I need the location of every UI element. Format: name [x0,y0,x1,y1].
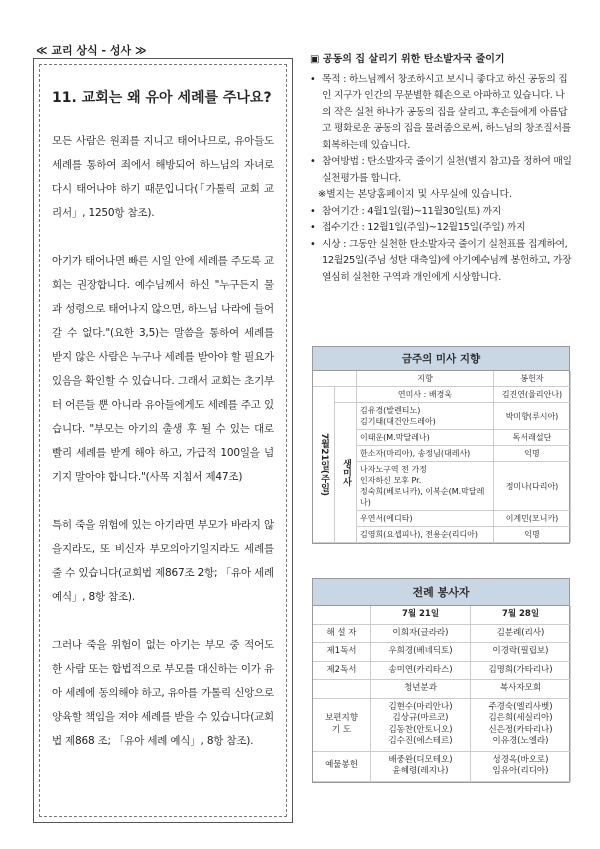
reception-text: 접수기간 : 12월1일(주일)~12월15일(주일) 까지 [322,222,526,233]
mass-type: 생미사 [335,403,357,543]
mass-row: 이태운(M.막달레나) [357,430,494,446]
service-cell: 청년분과 [371,680,471,699]
service-cell: 주경숙(엘리사벳) 김은희(세실리아) 신은정(카타리나) 이유경(노엘라) [471,699,571,752]
mass-row: 김영희(요셉피나), 전용순(리디아) [357,527,494,543]
service-cell: 김분례(리사) [471,625,571,644]
mass-intention-table [312,346,570,544]
service-role: 예물봉헌 [313,752,371,782]
question-title: 11. 교회는 왜 유아 세례를 주나요? [52,90,272,106]
mass-row-offerer: 독서래설단 [494,430,571,446]
mass-row-offerer: 김진연(율리안나) [494,387,571,403]
service-title: 전례 봉사자 [313,579,569,606]
service-cell: 이경락(필립보) [471,643,571,662]
mass-title: 금주의 미사 지향 [313,347,569,371]
mass-row: 우연서(에디타) [357,511,494,527]
liturgy-server-table [312,578,570,783]
col-intent: 지향 [357,371,494,387]
mass-row: 나자노구역 전 가정 인자하신 모후 Pr. 정숙희(베로니카), 이복순(M.막달레나) [357,462,494,511]
paragraph: 모든 사람은 원죄를 지니고 태어나므로, 유아들도 세례를 통하여 죄에서 해방되어 하느님의 자녀로 다시 태어나야 하기 때문입니다(「가톨릭 교회 교리서」, 1250항 참조). [52,135,274,219]
service-cell: 배중완(디모테오) 윤혜령(레지나) [371,752,471,782]
col-offerer: 봉헌자 [494,371,571,387]
service-cell: 성경옥(바오로) 임유아(리디아) [471,752,571,782]
service-role [313,680,371,699]
period-text: 참여기간 : 4월1일(월)~11월30일(토) 까지 [322,205,502,217]
service-cell: 김현수(마리안나) 김상규(마르코) 김동찬(안토니오) 김수진(에스테르) [371,699,471,752]
carbon-notice: ▣ 공동의 집 살리기 위한 탄소발자국 줄이기 • 목적 : 하느님께서 창조하시고 보시니 좋다고 하신 공동의 집인 지구가 인간의 무분별한 훼손으로 아파하고 있습니다. 나의 작은 실천 하나가 공동의 집을 살리고, 후손들에게 아름답고 평화로운 공동의 집을 물려줌으로써, 하느님의 창조질서를 회복하는데 있습니다. • 참여방법 : 탄소발자국 줄이기 실천(별지 참고)을 정하여 매일 실천평가를 합니다. ※별지는 본당홈페이지 및 사무실에 있습니다. • 참여기간 : 4월1일(월)~11월30일(토) 까지 • 접수기간 : 12월1일(주일)~12월15일(주일) 까지 • 시상 : 그동안 실천한 탄소발자국 줄이기 실천표를 집계하여, 12월25일(주님 성탄 대축일)에 아기예수님께 봉헌하고, 가장 열심히 실천한 구역과 개인에게 시상합니다. [310,52,572,286]
method-text: 참여방법 : 탄소발자국 줄이기 실천(별지 참고)을 정하여 매일 실천평가를 합니다. [322,156,572,184]
paragraph: 아기가 태어나면 빠른 시일 안에 세례를 주도록 교회는 권장합니다. 예수님께서 하신 "누구든지 물과 성령으로 태어나지 않으면, 하느님 나라에 들어갈 수 없다."(요한 3,5)는 말씀을 통하여 세례를 받지 않은 사람은 누구나 세례를 받아야 할 필요가 있음을 확인할 수 있습니다. 그래서 교회는 초기부터 어른들 뿐 아니라 유아들에게도 세례를 주고 있습니다. "부모는 아기의 출생 후 될 수 있는 대로 빨리 세례를 받게 해야 하고, 가급적 100일을 넘기지 말아야 합니다."(사목 지침서 제47조) [52,255,274,483]
service-role: 제1독서 [313,643,371,662]
mass-row: 연미사 : 배경욱 [357,387,494,403]
service-cell: 이희자(글라라) [371,625,471,644]
mass-row-offerer: 정미나(다리아) [494,462,571,511]
catechism-inner [39,64,287,817]
col-date-1: 7월 21일 [371,606,471,625]
mass-row: 한소자(마리아), 송정님(대레사) [357,446,494,462]
service-cell: 김명희(가타리나) [471,662,571,681]
mass-row-offerer: 익명 [494,446,571,462]
catechism-box [33,58,293,823]
note-text: ※별지는 본당홈페이지 및 사무실에 있습니다. [318,189,513,200]
mass-row-offerer: 이계민(모니카) [494,511,571,527]
purpose-text: 목적 : 하느님께서 창조하시고 보시니 좋다고 하신 공동의 집인 지구가 인간의 무분별한 훼손으로 아파하고 있습니다. 나의 작은 실천 하나가 공동의 집을 살리고, 후손들에게 아름답고 평화로운 공동의 집을 물려줌으로써, 하느님의 창조질서를 회복하는데 있습니다. [322,73,571,151]
service-cell: 우희경(베네딕토) [371,643,471,662]
paragraph: 그러나 죽을 위험이 없는 아기는 부모 중 적어도 한 사람 또는 합법적으로 부모를 대신하는 이가 유아 세례에 동의해야 하고, 유아를 가톨릭 신앙으로 양육할 책임을 져야 세례를 받을 수 있습니다(교회법 제868 조; 「유아 세례 예식」, 8항 참조). [52,639,274,747]
service-cell: 복사자모회 [471,680,571,699]
service-cell: 송미연(카리타스) [371,662,471,681]
mass-row-offerer: 박미향(루시아) [494,403,571,430]
section-header: ≪ 교리 상식 - 성사 ≫ [36,44,147,57]
service-role: 해 설 자 [313,625,371,644]
mass-row-offerer: 익명 [494,527,571,543]
col-date-2: 7월 28일 [471,606,571,625]
service-role: 보편지향 기 도 [313,699,371,752]
paragraph: 특히 죽을 위험에 있는 아기라면 부모가 바라지 않을지라도, 또 비신자 부모의아기일지라도 세례를 줄 수 있습니다(교회법 제867조 2항; 「유아 세례 예식」, 8항 참조). [52,519,274,603]
notice-title: ▣ 공동의 집 살리기 위한 탄소발자국 줄이기 [310,54,505,65]
mass-date: 7월21일(주일) [313,387,335,543]
award-text: 시상 : 그동안 실천한 탄소발자국 줄이기 실천표를 집계하여, 12월25일(주님 성탄 대축일)에 아기예수님께 봉헌하고, 가장 열심히 실천한 구역과 개인에게 시상합니다. [322,238,572,283]
service-role: 제2독서 [313,662,371,681]
mass-row: 김유경(발렌티노) 김기태(대건안드레아) [357,403,494,430]
